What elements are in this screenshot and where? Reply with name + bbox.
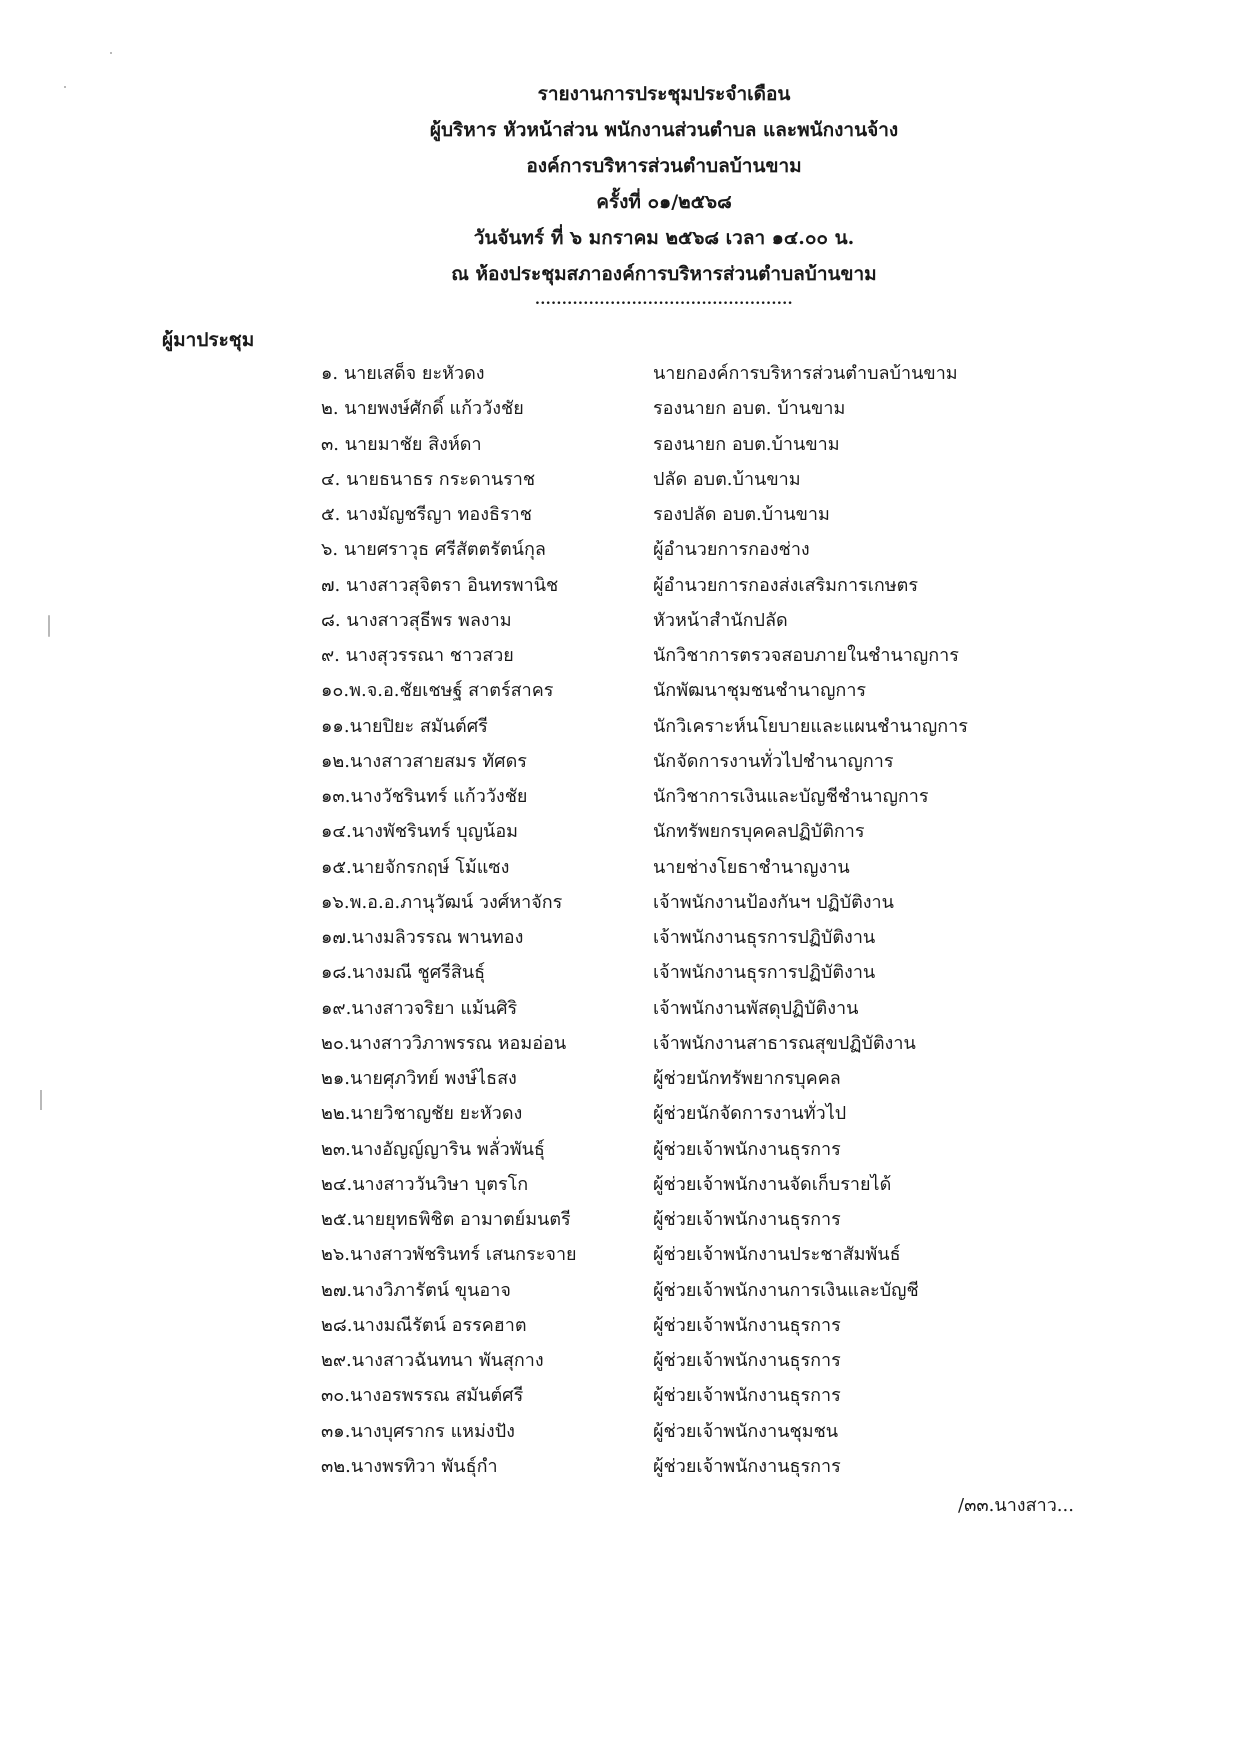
- attendee-name: ๒๗.นางวิภารัตน์ ขุนอาจ: [321, 1279, 511, 1301]
- list-item: [0, 673, 1240, 708]
- attendee-name: ๑. นายเสด็จ ยะหัวดง: [321, 363, 485, 384]
- list-item: [0, 1202, 1240, 1237]
- list-item: [0, 1061, 1240, 1096]
- attendee-name: ๓๑.นางบุศรากร แหม่งปัง: [321, 1420, 515, 1442]
- list-item: [0, 1096, 1240, 1131]
- attendee-position: ผู้ช่วยเจ้าพนักงานธุรการ: [653, 1209, 841, 1230]
- list-item: [0, 1414, 1240, 1449]
- attendee-name: ๘. นางสาวสุธีพร พลงาม: [321, 609, 512, 631]
- list-item: [0, 1237, 1240, 1272]
- attendee-position: ผู้ช่วยเจ้าพนักงานธุรการ: [653, 1138, 841, 1160]
- document-header: [0, 76, 1240, 312]
- attendee-list: [0, 356, 1240, 1484]
- attendee-name: ๗. นางสาวสุจิตรา อินทรพานิช: [321, 574, 559, 596]
- attendee-name: ๑๑.นายปิยะ สมันต์ศรี: [321, 715, 488, 737]
- attendee-name: ๒๓.นางอัญญ์ญาริน พลั่วพันธุ์: [321, 1138, 545, 1160]
- attendee-name: ๖. นายศราวุธ ศรีสัตตรัตน์กุล: [321, 539, 546, 561]
- attendee-name: ๒๕.นายยุทธพิชิต อามาตย์มนตรี: [321, 1209, 571, 1230]
- list-item: [0, 1132, 1240, 1167]
- attendee-position: ผู้ช่วยนักจัดการงานทั่วไป: [653, 1103, 847, 1125]
- attendee-name: ๑๙.นางสาวจริยา แม้นศิริ: [321, 997, 518, 1019]
- list-item: [0, 850, 1240, 885]
- attendee-position: เจ้าพนักงานพัสดุปฏิบัติงาน: [653, 997, 859, 1019]
- meeting-number: ครั้งที่ ๐๑/๒๕๖๘: [596, 191, 732, 213]
- list-item: [0, 532, 1240, 567]
- header-divider: ................................................: [535, 292, 793, 308]
- attendee-name: ๒๙.นางสาวฉันทนา พันสุกาง: [321, 1350, 544, 1371]
- attendee-position: ผู้ช่วยเจ้าพนักงานธุรการ: [653, 1385, 841, 1407]
- attendee-position: นายกองค์การบริหารส่วนตำบลบ้านขาม: [653, 363, 958, 384]
- list-item: [0, 356, 1240, 391]
- attendee-position: หัวหน้าสำนักปลัด: [653, 609, 788, 631]
- attendee-name: ๑๔.นางพัชรินทร์ บุญน้อม: [321, 821, 519, 843]
- list-item: [0, 497, 1240, 532]
- attendee-position: รองนายก อบต.บ้านขาม: [653, 433, 840, 455]
- attendee-position: ผู้ช่วยเจ้าพนักงานจัดเก็บรายได้: [653, 1173, 892, 1195]
- list-item: [0, 638, 1240, 673]
- list-item: [0, 1343, 1240, 1378]
- attendee-position: ผู้อำนวยการกองส่งเสริมการเกษตร: [653, 574, 918, 596]
- attendee-position: เจ้าพนักงานธุรการปฏิบัติงาน: [653, 962, 876, 984]
- list-item: [0, 1378, 1240, 1413]
- list-item: [0, 603, 1240, 638]
- attendee-position: ปลัด อบต.บ้านขาม: [653, 468, 801, 490]
- attendee-position: ผู้ช่วยเจ้าพนักงานธุรการ: [653, 1455, 841, 1477]
- attendee-name: ๓๐.นางอรพรรณ สมันต์ศรี: [321, 1385, 524, 1407]
- list-item: [0, 779, 1240, 814]
- attendee-name: ๓๒.นางพรทิวา พันธุ์กำ: [321, 1455, 498, 1477]
- attendee-position: นักทรัพยกรบุคคลปฏิบัติการ: [653, 821, 865, 843]
- attendee-position: นักพัฒนาชุมชนชำนาญการ: [653, 680, 867, 702]
- attendee-position: ผู้ช่วยเจ้าพนักงานการเงินและบัญชี: [653, 1279, 919, 1301]
- list-item: [0, 427, 1240, 462]
- list-item: [0, 568, 1240, 603]
- attendee-name: ๒๒.นายวิชาญชัย ยะหัวดง: [321, 1103, 523, 1125]
- list-item: [0, 744, 1240, 779]
- attendee-name: ๒๔.นางสาววันวิษา บุตรโก: [321, 1173, 529, 1195]
- attendee-position: ผู้ช่วยเจ้าพนักงานประชาสัมพันธ์: [653, 1244, 901, 1266]
- list-item: [0, 1273, 1240, 1308]
- attendee-name: ๕. นางมัญชรีญา ทองธิราช: [321, 504, 532, 525]
- list-item: [0, 991, 1240, 1026]
- attendee-name: ๓. นายมาชัย สิงห์ดา: [321, 433, 482, 455]
- list-item: [0, 462, 1240, 497]
- report-attendee-groups: ผู้บริหาร หัวหน้าส่วน พนักงานส่วนตำบล และพนักงานจ้าง: [429, 119, 899, 141]
- meeting-location: ณ ห้องประชุมสภาองค์การบริหารส่วนตำบลบ้านขาม: [451, 263, 877, 285]
- attendee-position: เจ้าพนักงานสาธารณสุขปฏิบัติงาน: [653, 1032, 916, 1054]
- attendee-position: นักจัดการงานทั่วไปชำนาญการ: [653, 750, 894, 772]
- list-item: [0, 814, 1240, 849]
- section-title-attendees: ผู้มาประชุม: [162, 329, 255, 351]
- attendee-name: ๑๒.นางสาวสายสมร ทัศดร: [321, 750, 527, 772]
- list-item: [0, 1026, 1240, 1061]
- list-item: [0, 709, 1240, 744]
- list-item: [0, 391, 1240, 426]
- list-item: [0, 955, 1240, 990]
- attendee-position: ผู้อำนวยการกองช่าง: [653, 539, 810, 561]
- attendee-position: ผู้ช่วยเจ้าพนักงานธุรการ: [653, 1314, 841, 1336]
- attendee-name: ๒๘.นางมณีรัตน์ อรรคฮาต: [321, 1314, 527, 1336]
- attendee-name: ๙. นางสุวรรณา ชาวสวย: [321, 645, 514, 666]
- attendee-name: ๑๘.นางมณี ชูศรีสินธุ์: [321, 962, 486, 984]
- attendee-position: นักวิชาการตรวจสอบภายในชำนาญการ: [653, 645, 959, 666]
- list-item: [0, 885, 1240, 920]
- list-item: [0, 1167, 1240, 1202]
- attendee-name: ๑๓.นางวัชรินทร์ แก้ววังชัย: [321, 786, 528, 807]
- attendee-name: ๒๑.นายศุภวิทย์ พงษ์ไธสง: [321, 1068, 517, 1089]
- list-item: [0, 1449, 1240, 1484]
- attendee-name: ๒๖.นางสาวพัชรินทร์ เสนกระจาย: [321, 1244, 577, 1266]
- attendee-position: เจ้าพนักงานป้องกันฯ ปฏิบัติงาน: [653, 891, 894, 913]
- attendee-position: ผู้ช่วยเจ้าพนักงานชุมชน: [653, 1420, 839, 1442]
- attendee-position: ผู้ช่วยเจ้าพนักงานธุรการ: [653, 1350, 841, 1371]
- attendee-name: ๒. นายพงษ์ศักดิ์ แก้ววังชัย: [321, 398, 524, 420]
- scan-mark: [110, 52, 112, 54]
- attendee-name: ๑๖.พ.อ.อ.ภานุวัฒน์ วงศ์หาจักร: [321, 891, 563, 913]
- attendee-position: ผู้ช่วยนักทรัพยากรบุคคล: [653, 1068, 841, 1089]
- attendee-name: ๑๗.นางมลิวรรณ พานทอง: [321, 927, 524, 948]
- list-item: [0, 920, 1240, 955]
- attendee-position: นักวิเคราะห์นโยบายและแผนชำนาญการ: [653, 715, 968, 737]
- attendee-position: นายช่างโยธาชำนาญงาน: [653, 856, 850, 878]
- list-item: [0, 1308, 1240, 1343]
- attendee-position: เจ้าพนักงานธุรการปฏิบัติงาน: [653, 927, 876, 948]
- organization-name: องค์การบริหารส่วนตำบลบ้านขาม: [526, 155, 802, 177]
- attendee-position: รองปลัด อบต.บ้านขาม: [653, 504, 830, 525]
- report-title: รายงานการประชุมประจำเดือน: [537, 83, 791, 105]
- attendee-name: ๔. นายธนาธร กระดานราช: [321, 468, 536, 490]
- attendee-name: ๑๕.นายจักรกฤษ์ โม้แซง: [321, 856, 510, 878]
- meeting-date-time: วันจันทร์ ที่ ๖ มกราคม ๒๕๖๘ เวลา ๑๔.๐๐ น.: [473, 227, 855, 249]
- page-continuation: /๓๓.นางสาว...: [958, 1495, 1074, 1516]
- attendee-name: ๑๐.พ.จ.อ.ชัยเชษฐ์ สาตร์สาคร: [321, 680, 554, 702]
- attendee-position: นักวิชาการเงินและบัญชีชำนาญการ: [653, 786, 929, 807]
- attendee-name: ๒๐.นางสาววิภาพรรณ หอมอ่อน: [321, 1032, 567, 1054]
- attendee-position: รองนายก อบต. บ้านขาม: [653, 398, 846, 420]
